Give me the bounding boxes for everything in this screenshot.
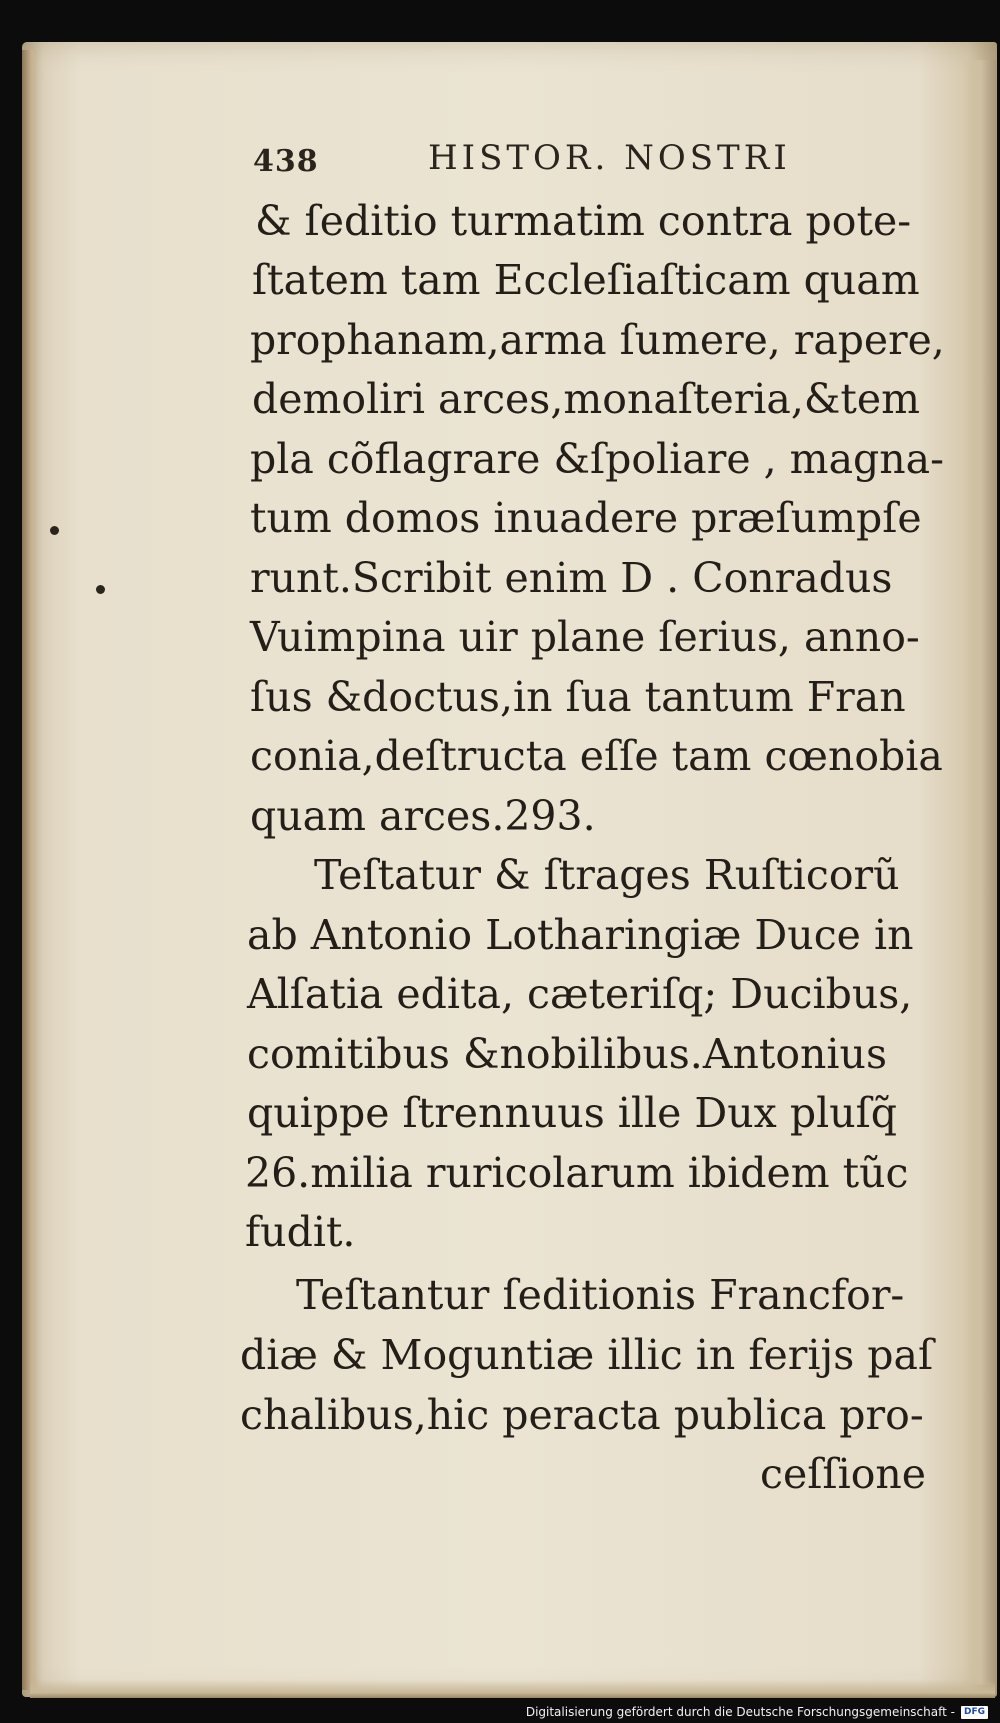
- text-line: conia,deſtructa eſſe tam cœnobia: [250, 732, 943, 780]
- text-line: ſus &doctus,in ſua tantum Fran: [250, 673, 906, 721]
- text-line: comitibus &nobilibus.Antonius: [247, 1030, 887, 1078]
- page-gutter-shadow: [22, 50, 38, 1690]
- text-line: prophanam,arma ſumere, rapere,: [250, 316, 945, 364]
- page-right-edge: [962, 60, 996, 1685]
- margin-dot-right: [96, 585, 105, 594]
- digitization-footer: [526, 1704, 988, 1720]
- text-line: Alſatia edita, cæteriſq; Ducibus,: [247, 970, 913, 1018]
- text-line: tum domos inuadere præſumpſe: [250, 494, 922, 542]
- page-number: 438: [253, 144, 319, 179]
- footer-credit: Digitalisierung gefördert durch die Deutsche Forschungsgemeinschaft -: [525, 1705, 955, 1719]
- text-line: ab Antonio Lotharingiæ Duce in: [247, 911, 914, 959]
- text-line: Teſtatur & ſtrages Ruſticorũ: [314, 851, 900, 899]
- running-head: HISTOR. NOSTRI: [428, 138, 791, 178]
- text-line: demoliri arces,monaſteria,&tem: [252, 375, 921, 423]
- text-line: Teſtantur ſeditionis Francfor-: [296, 1271, 905, 1319]
- text-line: fudit.: [245, 1208, 356, 1256]
- text-line: 26.milia ruricolarum ibidem tũc: [245, 1149, 909, 1197]
- dfg-logo: DFG: [961, 1706, 988, 1719]
- text-line: chalibus,hic peracta publica pro-: [240, 1391, 924, 1439]
- text-line: pla cõflagrare &ſpoliare , magna-: [250, 435, 944, 483]
- text-line: runt.Scribit enim D . Conradus: [250, 554, 893, 602]
- text-line: & ſeditio turmatim contra pote-: [255, 197, 912, 245]
- text-line: diæ & Moguntiæ illic in ferijs paſ: [240, 1331, 934, 1379]
- margin-dot-left: [50, 526, 59, 535]
- text-line: Vuimpina uir plane ſerius, anno-: [250, 613, 920, 661]
- text-line: ceſſione: [760, 1450, 927, 1498]
- page-header: [253, 138, 853, 188]
- text-line: quam arces.293.: [250, 792, 596, 840]
- text-line: ſtatem tam Eccleſiaſticam quam: [252, 256, 920, 304]
- page-bottom-edge: [30, 1680, 995, 1698]
- text-line: quippe ſtrennuus ille Dux pluſq̃: [247, 1089, 898, 1137]
